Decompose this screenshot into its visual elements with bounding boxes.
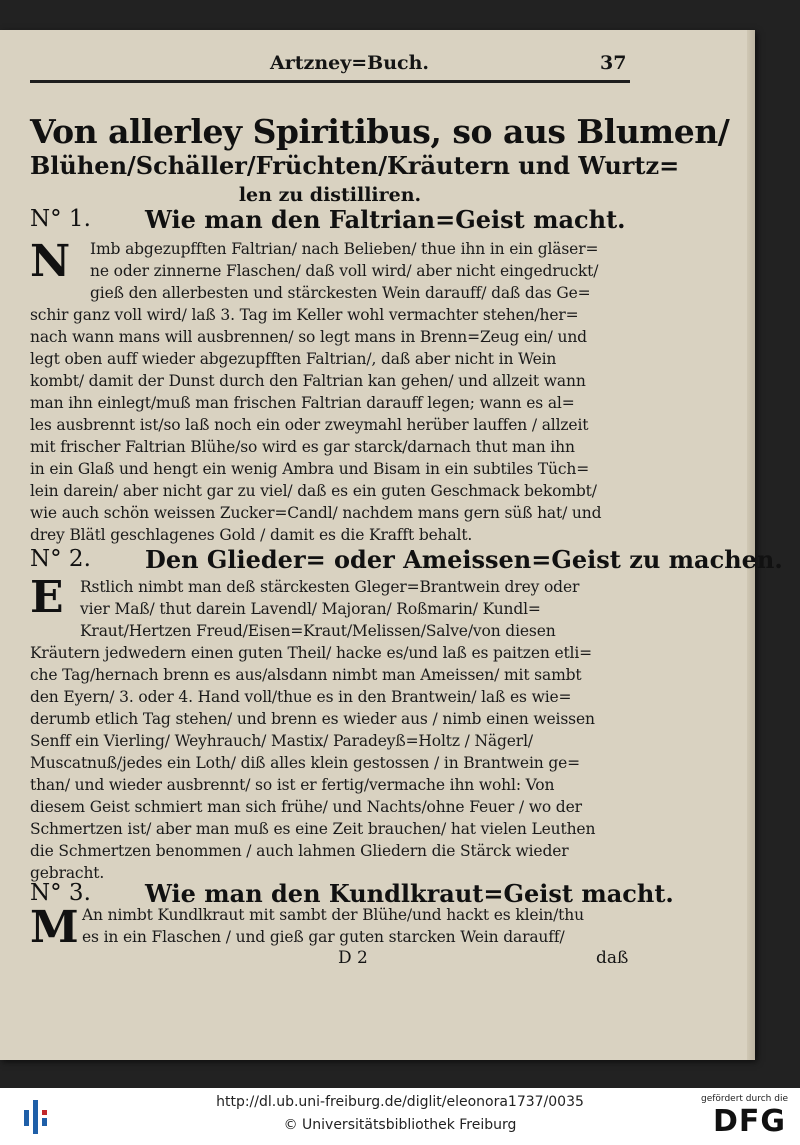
funding-note: gefördert durch die [701,1094,788,1104]
text-line: den Eyern/ 3. oder 4. Hand voll/thue es in den Brantwein/ laß es wie= [30,688,572,706]
text-line: gieß den allerbesten und stärckesten Wein darauff/ daß das Ge= [90,284,591,302]
page-number: 37 [600,52,627,74]
text-line: nach wann mans will ausbrennen/ so legt mans in Brenn=Zeug ein/ und [30,328,587,346]
text-line: legt oben auff wieder abgezupfften Faltrian/, daß aber nicht in Wein [30,350,557,368]
text-line: die Schmertzen benommen / auch lahmen Gliedern die Stärck wieder [30,842,569,860]
text-line: lein darein/ aber nicht gar zu viel/ daß es ein guten Geschmack bekombt/ [30,482,597,500]
chapter-title-line-1: Von allerley Spiritibus, so aus Blumen/ [30,112,730,151]
text-line: An nimbt Kundlkraut mit sambt der Blühe/und hackt es klein/thu [82,906,584,924]
section-title: Wie man den Faltrian=Geist macht. [145,205,626,234]
text-line: che Tag/hernach brenn es aus/alsdann nimbt man Ameissen/ mit sambt [30,666,582,684]
text-line: man ihn einlegt/muß man frischen Faltrian darauff legen; wann es al= [30,394,575,412]
section-number: N° 1. [30,206,91,232]
text-line: ne oder zinnerne Flaschen/ daß voll wird/ aber nicht eingedruckt/ [90,262,599,280]
text-line: wie auch schön weissen Zucker=Candl/ nachdem mans gern süß hat/ und [30,504,602,522]
drop-cap: E [30,572,64,623]
text-line: drey Blätl geschlagenes Gold / damit es die Krafft behalt. [30,526,473,544]
catchword: daß [596,948,629,968]
section-title: Den Glieder= oder Ameissen=Geist zu machen. [145,545,783,574]
section-number: N° 3. [30,880,91,906]
text-line: derumb etlich Tag stehen/ und brenn es wieder aus / nimb einen weissen [30,710,595,728]
text-line: Kräutern jedwedern einen guten Theil/ hacke es/und laß es paitzen etli= [30,644,593,662]
text-line: les ausbrennt ist/so laß noch ein oder zweymahl herüber lauffen / allzeit [30,416,589,434]
text-line: in ein Glaß und hengt ein wenig Ambra und Bisam in ein subtiles Tüch= [30,460,590,478]
text-line: gebracht. [30,864,105,882]
text-line: Muscatnuß/jedes ein Loth/ diß alles klein gestossen / in Brantwein ge= [30,754,580,772]
copyright-notice: © Universitätsbibliothek Freiburg [283,1117,517,1133]
text-line: es in ein Flaschen / und gieß gar guten starcken Wein darauff/ [82,928,565,946]
drop-cap: N [30,236,71,287]
drop-cap: M [30,902,79,953]
running-head: Artzney=Buch. [270,52,430,74]
chapter-title-line-2: Blühen/Schäller/Früchten/Kräutern und Wurtz= [30,151,680,180]
text-line: Kraut/Hertzen Freud/Eisen=Kraut/Melissen/Salve/von diesen [80,622,556,640]
section-title: Wie man den Kundlkraut=Geist macht. [145,879,674,908]
text-line: Senff ein Vierling/ Weyhrauch/ Mastix/ Paradeyß=Holtz / Nägerl/ [30,732,533,750]
text-line: vier Maß/ thut darein Lavendl/ Majoran/ Roßmarin/ Kundl= [80,600,541,618]
chapter-title-line-3: len zu distilliren. [238,184,422,206]
text-line: kombt/ damit der Dunst durch den Faltrian kan gehen/ und allzeit wann [30,372,586,390]
text-line: schir ganz voll wird/ laß 3. Tag im Keller wohl vermachter stehen/her= [30,306,579,324]
text-line: Rstlich nimbt man deß stärckesten Gleger=Brantwein drey oder [80,578,580,596]
text-line: mit frischer Faltrian Blühe/so wird es gar starck/darnach thut man ihn [30,438,575,456]
header-rule [30,80,630,83]
permalink[interactable]: http://dl.ub.uni-freiburg.de/diglit/eleonora1737/0035 [216,1094,584,1110]
text-line: than/ und wieder ausbrennt/ so ist er fertig/vermache ihn wohl: Von [30,776,555,794]
dfg-logo: DFG [712,1104,786,1139]
section-number: N° 2. [30,546,91,572]
text-line: Schmertzen ist/ aber man muß es eine Zeit brauchen/ hat vielen Leuthen [30,820,596,838]
signature-mark: D 2 [338,948,368,968]
text-line: Imb abgezupfften Faltrian/ nach Belieben/ thue ihn in ein gläser= [90,240,599,258]
viewer-footer [0,1088,800,1145]
text-line: diesem Geist schmiert man sich frühe/ und Nachts/ohne Feuer / wo der [30,798,582,816]
